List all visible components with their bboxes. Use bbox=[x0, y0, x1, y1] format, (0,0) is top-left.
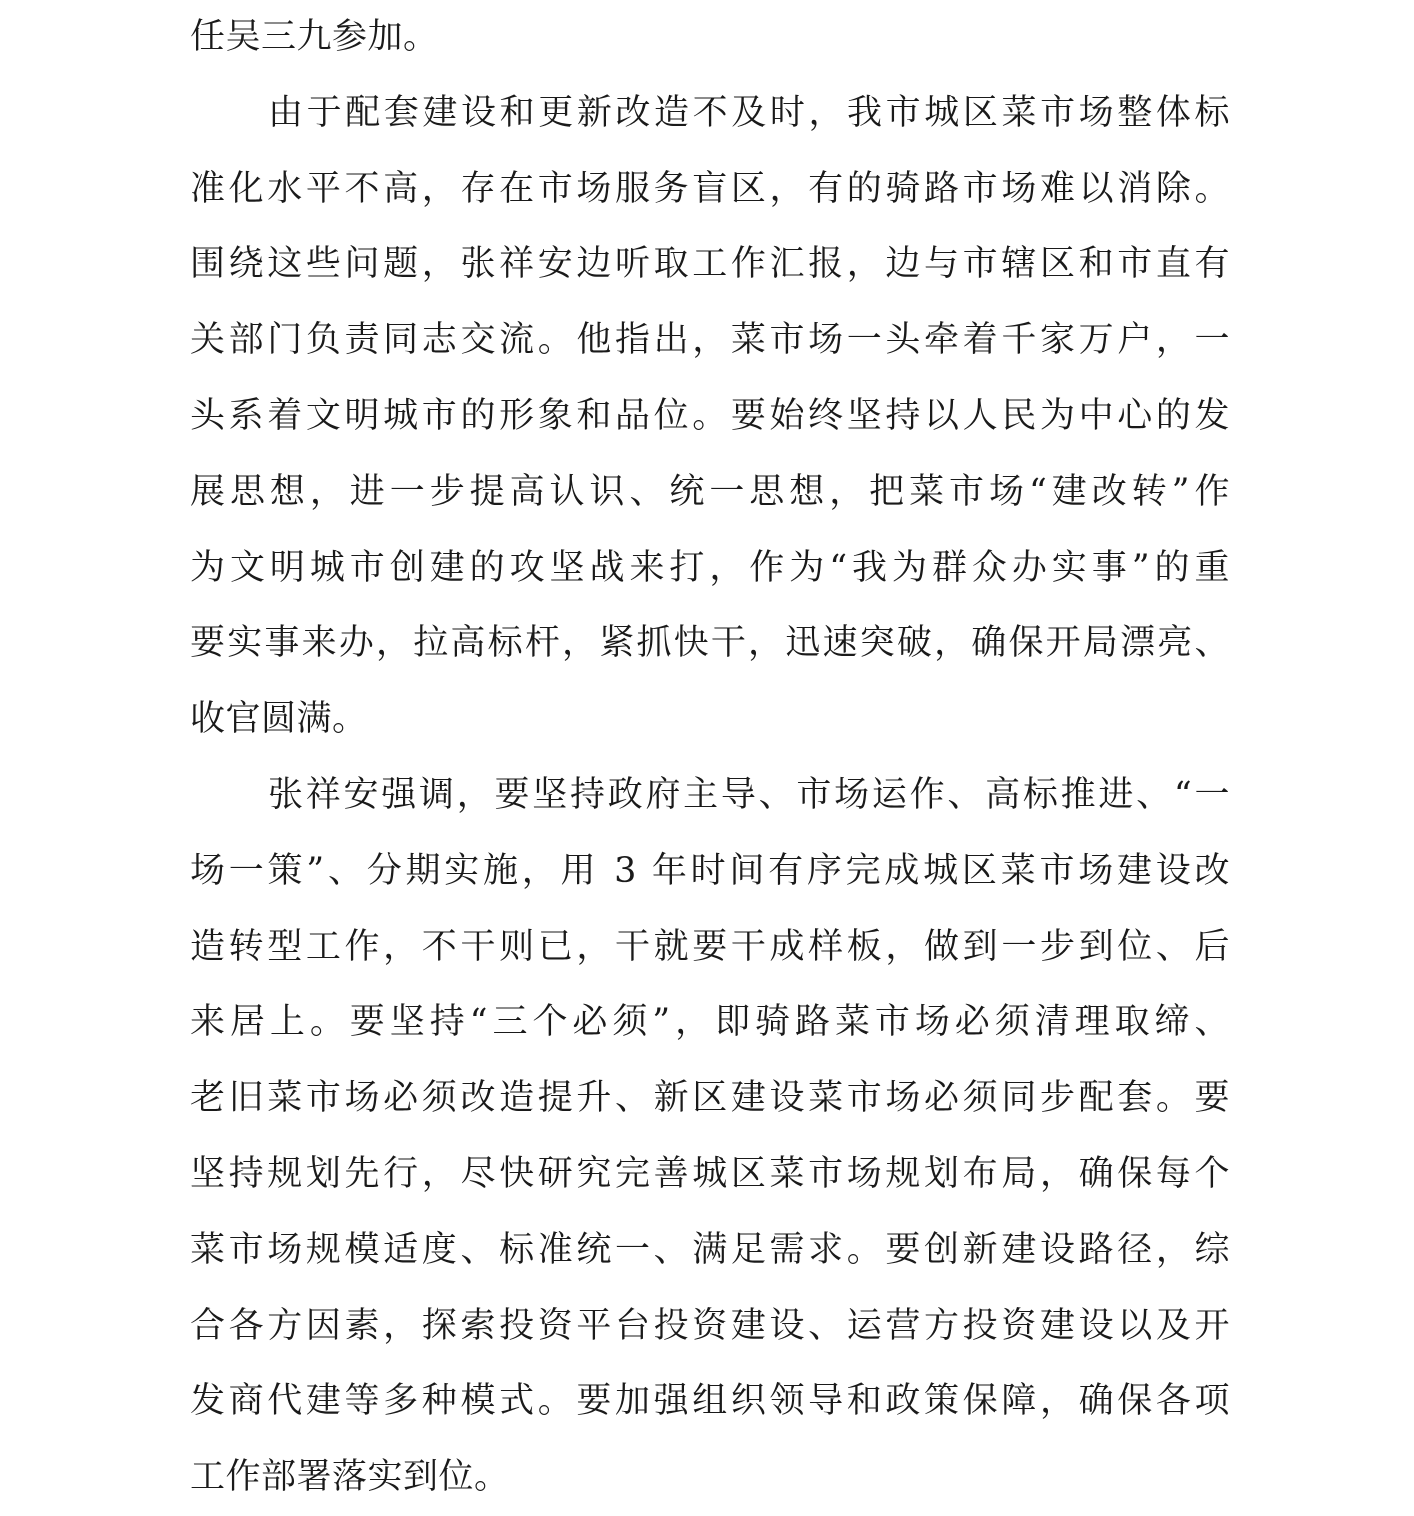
text-line: 展思想，进一步提高认识、统一思想，把菜市场“建改转”作 bbox=[190, 471, 1230, 512]
text-line: 工作部署落实到位。 bbox=[190, 1457, 510, 1498]
text-line: 来居上。要坚持“三个必须”，即骑路菜市场必须清理取缔、 bbox=[190, 1002, 1230, 1043]
text-line: 关部门负责同志交流。他指出，菜市场一头牵着千家万户，一 bbox=[190, 320, 1230, 361]
text-line: 菜市场规模适度、标准统一、满足需求。要创新建设路径，综 bbox=[190, 1229, 1230, 1270]
text-line: 发商代建等多种模式。要加强组织领导和政策保障，确保各项 bbox=[190, 1381, 1230, 1422]
text-line: 坚持规划先行，尽快研究完善城区菜市场规划布局，确保每个 bbox=[190, 1153, 1230, 1194]
text-line: 要实事来办，拉高标杆，紧抓快干，迅速突破，确保开局漂亮、 bbox=[190, 623, 1230, 664]
text-line: 任吴三九参加。 bbox=[190, 17, 439, 57]
text-line: 场一策”、分期实施，用 3 年时间有序完成城区菜市场建设改 bbox=[190, 850, 1230, 891]
text-line: 准化水平不高，存在市场服务盲区，有的骑路市场难以消除。 bbox=[190, 168, 1230, 209]
text-line: 造转型工作，不干则已，干就要干成样板，做到一步到位、后 bbox=[190, 926, 1230, 967]
text-line: 围绕这些问题，张祥安边听取工作汇报，边与市辖区和市直有 bbox=[190, 244, 1230, 285]
text-line: 老旧菜市场必须改造提升、新区建设菜市场必须同步配套。要 bbox=[190, 1078, 1230, 1119]
text-line: 张祥安强调，要坚持政府主导、市场运作、高标推进、“一 bbox=[268, 774, 1230, 815]
text-line: 由于配套建设和更新改造不及时，我市城区菜市场整体标 bbox=[268, 92, 1230, 133]
text-line: 为文明城市创建的攻坚战来打，作为“我为群众办实事”的重 bbox=[190, 547, 1230, 588]
document-body bbox=[190, 0, 1230, 1516]
text-line: 头系着文明城市的形象和品位。要始终坚持以人民为中心的发 bbox=[190, 395, 1230, 436]
text-line: 收官圆满。 bbox=[190, 699, 368, 740]
text-line: 合各方因素，探索投资平台投资建设、运营方投资建设以及开 bbox=[190, 1305, 1230, 1346]
